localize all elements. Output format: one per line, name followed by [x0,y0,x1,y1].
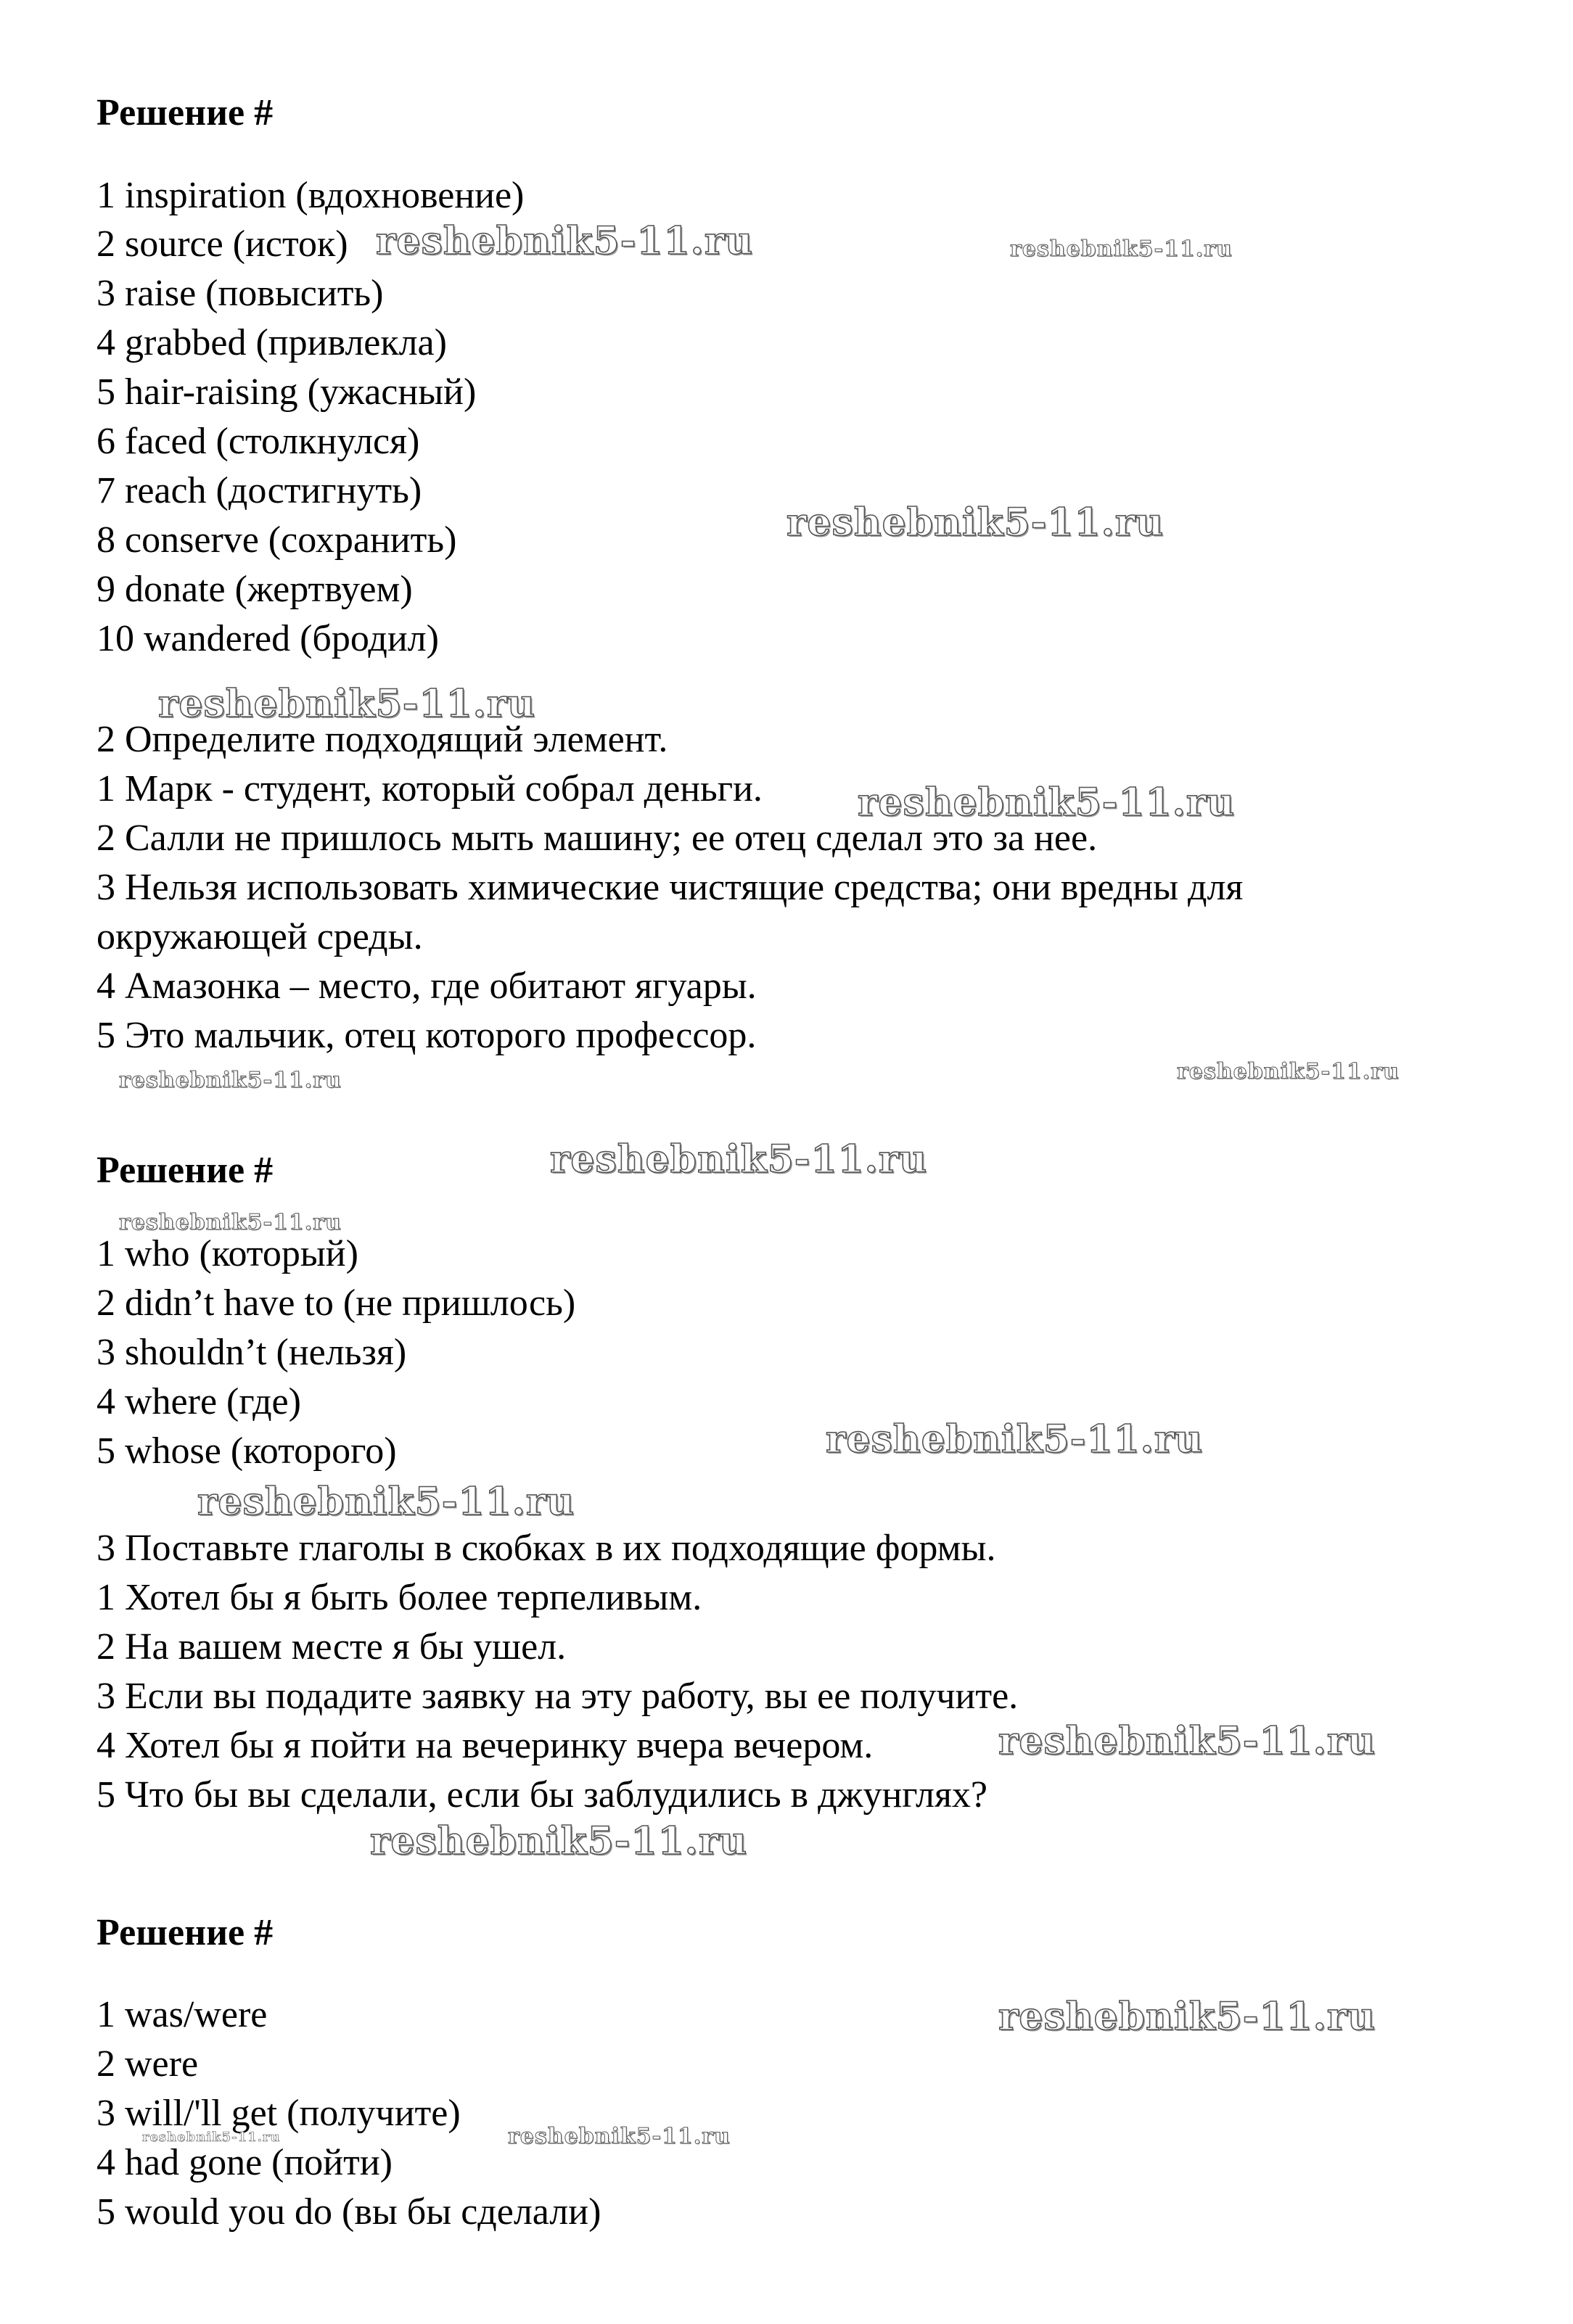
section2-heading: Решение # [96,1150,274,1191]
section2-item-1: 1 who (который) [96,1233,358,1274]
watermark: reshebnik5-11.ru [158,682,536,726]
section1-item-10: 10 wandered (бродил) [96,618,439,659]
watermark: reshebnik5-11.ru [376,219,754,263]
task2-line-6: 5 Это мальчик, отец которого профессор. [96,1015,757,1056]
section3-item-1: 1 was/were [96,1994,268,2035]
section1-item-5: 5 hair-raising (ужасный) [96,371,477,413]
task2-line-3: 3 Нельзя использовать химические чистящие средства; они вредны для [96,867,1244,908]
watermark: reshebnik5-11.ru [119,1068,342,1093]
watermark: reshebnik5-11.ru [998,1995,1376,2039]
task2-line-2: 2 Салли не пришлось мыть машину; ее отец сделал это за нее. [96,817,1098,859]
task3-line-1: 1 Хотел бы я быть более терпеливым. [96,1577,702,1618]
watermark: reshebnik5-11.ru [858,780,1236,825]
section2-item-2: 2 didn’t have to (не пришлось) [96,1282,576,1324]
watermark: reshebnik5-11.ru [197,1480,575,1524]
watermark: reshebnik5-11.ru [370,1819,748,1863]
watermark: reshebnik5-11.ru [826,1417,1204,1462]
task3-line-3: 3 Если вы подадите заявку на эту работу, вы ее получите. [96,1676,1019,1717]
section2-item-5: 5 whose (которого) [96,1430,397,1472]
section3-item-2: 2 were [96,2043,199,2085]
section1-heading: Решение # [96,92,274,133]
watermark: reshebnik5-11.ru [508,2124,731,2149]
section1-item-8: 8 conserve (сохранить) [96,519,457,561]
task2-line-5: 4 Амазонка – место, где обитают ягуары. [96,965,757,1007]
task3-line-2: 2 На вашем месте я бы ушел. [96,1626,567,1668]
section2-item-4: 4 where (где) [96,1381,301,1422]
section1-item-1: 1 inspiration (вдохновение) [96,175,525,216]
task2-line-4: окружающей среды. [96,916,423,957]
task2-title: 2 Определите подходящий элемент. [96,719,668,760]
watermark: reshebnik5-11.ru [119,1210,342,1235]
watermark: reshebnik5-11.ru [142,2130,281,2145]
watermark: reshebnik5-11.ru [550,1137,928,1182]
watermark: reshebnik5-11.ru [1010,236,1233,262]
task3-title: 3 Поставьте глаголы в скобках в их подходящие формы. [96,1528,996,1569]
section3-item-5: 5 would you do (вы бы сделали) [96,2191,601,2233]
section3-heading: Решение # [96,1912,274,1953]
task2-line-1: 1 Марк - студент, который собрал деньги. [96,768,763,809]
section1-item-3: 3 raise (повысить) [96,273,384,314]
section3-item-4: 4 had gone (пойти) [96,2142,393,2183]
section1-item-6: 6 faced (столкнулся) [96,421,420,462]
section3-item-3: 3 will/'ll get (получите) [96,2093,461,2134]
section1-item-7: 7 reach (достигнуть) [96,470,422,511]
watermark: reshebnik5-11.ru [1177,1059,1400,1084]
section1-item-4: 4 grabbed (привлекла) [96,322,447,363]
section2-item-3: 3 shouldn’t (нельзя) [96,1332,407,1373]
section1-item-2: 2 source (исток) [96,223,348,265]
task3-line-4: 4 Хотел бы я пойти на вечеринку вчера вечером. [96,1725,874,1766]
watermark: reshebnik5-11.ru [786,500,1165,545]
watermark: reshebnik5-11.ru [998,1719,1376,1763]
section1-item-9: 9 donate (жертвуем) [96,569,413,610]
task3-line-5: 5 Что бы вы сделали, если бы заблудились в джунглях? [96,1774,987,1816]
